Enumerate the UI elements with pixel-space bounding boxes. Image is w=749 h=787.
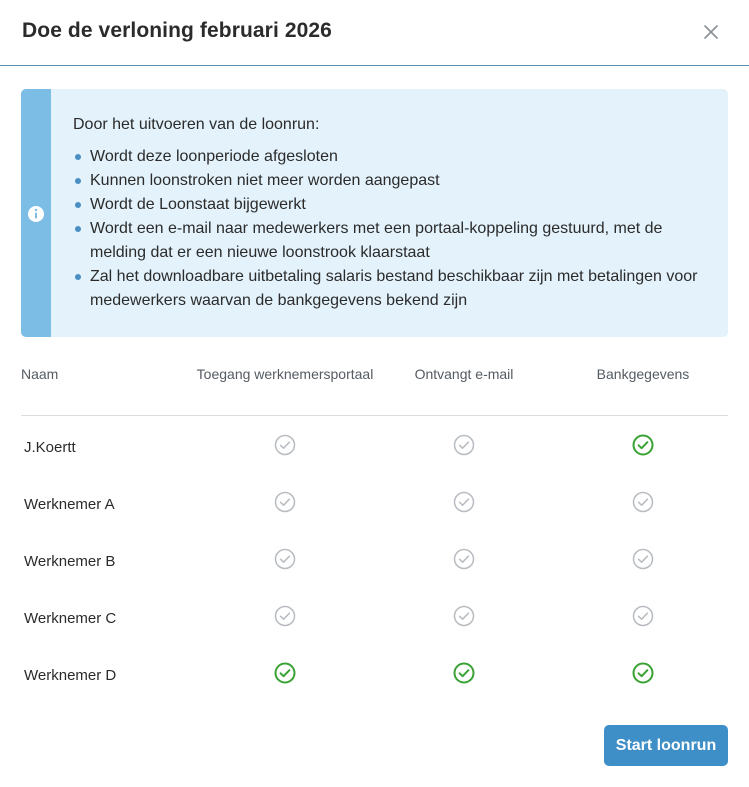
portal-access-status <box>273 433 297 457</box>
email-status <box>452 433 476 457</box>
portal-access-status <box>273 547 297 571</box>
info-list-item: Kunnen loonstroken niet meer worden aangepast <box>73 169 703 193</box>
header-email: Ontvangt e-mail <box>414 366 514 382</box>
employee-name: J.Koertt <box>24 439 76 456</box>
close-button[interactable] <box>699 20 723 44</box>
check-circle-outline-icon <box>631 490 655 514</box>
check-circle-outline-icon <box>452 604 476 628</box>
portal-access-status <box>273 661 297 685</box>
portal-access-status <box>273 490 297 514</box>
check-circle-outline-icon <box>631 604 655 628</box>
info-list-item: Wordt deze loonperiode afgesloten <box>73 145 703 169</box>
check-circle-outline-icon <box>631 547 655 571</box>
employee-name: Werknemer A <box>24 496 115 513</box>
bank-details-status <box>631 547 655 571</box>
info-list <box>73 145 703 313</box>
header-name: Naam <box>21 366 59 382</box>
close-icon <box>703 24 719 40</box>
info-list-item: Wordt de Loonstaat bijgewerkt <box>73 193 703 217</box>
bank-details-status <box>631 433 655 457</box>
info-box <box>21 89 728 337</box>
email-status <box>452 547 476 571</box>
table-row <box>21 592 728 649</box>
email-status <box>452 661 476 685</box>
table-row <box>21 421 728 478</box>
info-list-item: Zal het downloadbare uitbetaling salaris bestand beschikbaar zijn met betalingen voor medewerkers waarvan de bankgegevens bekend zijn <box>73 265 703 313</box>
employee-name: Werknemer C <box>24 610 117 627</box>
check-circle-outline-icon <box>452 490 476 514</box>
employee-name: Werknemer B <box>24 553 116 570</box>
check-circle-icon <box>452 661 476 685</box>
portal-access-status <box>273 604 297 628</box>
email-status <box>452 490 476 514</box>
check-circle-outline-icon <box>273 490 297 514</box>
check-circle-outline-icon <box>273 433 297 457</box>
check-circle-outline-icon <box>452 547 476 571</box>
bank-details-status <box>631 490 655 514</box>
table-row <box>21 649 728 706</box>
table-row <box>21 535 728 592</box>
table-header <box>21 360 728 416</box>
check-circle-outline-icon <box>273 547 297 571</box>
table-body <box>21 421 728 706</box>
table-row <box>21 478 728 535</box>
check-circle-icon <box>631 661 655 685</box>
modal-header <box>0 0 749 66</box>
info-intro: Door het uitvoeren van de loonrun: <box>73 116 320 133</box>
header-bank: Bankgegevens <box>596 366 690 382</box>
header-portal: Toegang werknemersportaal <box>196 366 374 382</box>
employee-table <box>21 360 728 706</box>
info-list-item: Wordt een e-mail naar medewerkers met een portaal-koppeling gestuurd, met de melding dat er een nieuwe loonstrook klaarstaat <box>73 217 703 265</box>
check-circle-outline-icon <box>273 604 297 628</box>
info-content <box>73 113 703 313</box>
bank-details-status <box>631 661 655 685</box>
check-circle-icon <box>273 661 297 685</box>
check-circle-icon <box>631 433 655 457</box>
email-status <box>452 604 476 628</box>
info-icon <box>27 205 45 223</box>
start-loonrun-button[interactable]: Start loonrun <box>604 725 728 766</box>
check-circle-outline-icon <box>452 433 476 457</box>
bank-details-status <box>631 604 655 628</box>
employee-name: Werknemer D <box>24 667 117 684</box>
modal-title: Doe de verloning februari 2026 <box>22 19 332 42</box>
